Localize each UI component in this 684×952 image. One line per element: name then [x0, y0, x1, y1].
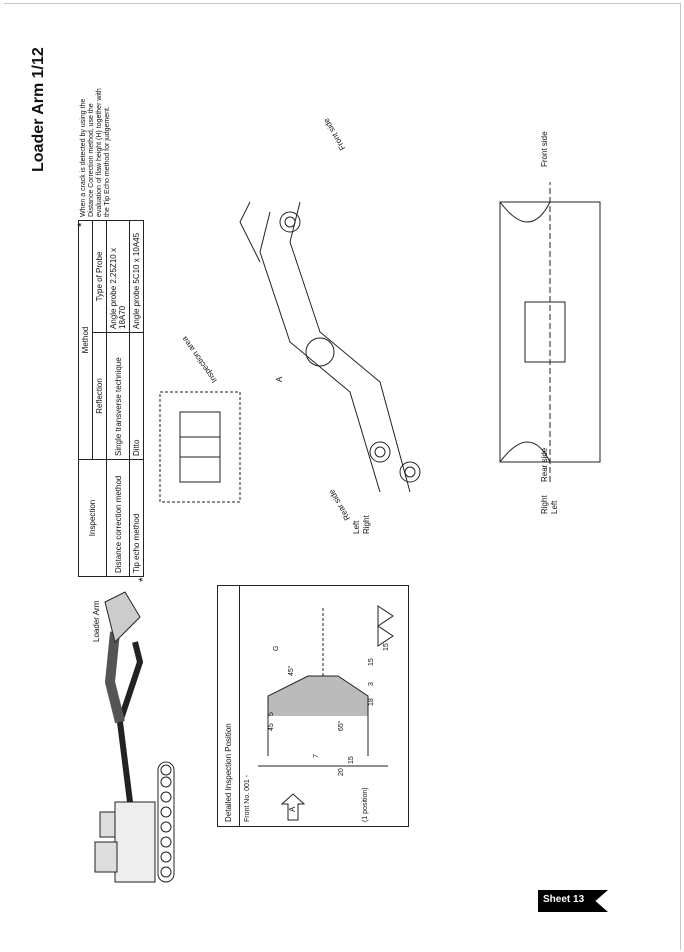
dim-15c: 15 [383, 643, 390, 651]
dim-45: 45 [268, 723, 275, 731]
dim-65deg: 65° [338, 720, 345, 731]
inspection-area-sketch [150, 372, 260, 512]
loader-arm-top-view [490, 182, 610, 482]
inspection-area-label: Inspection area [180, 334, 219, 385]
sheet-number: Sheet 13 [543, 894, 585, 905]
dim-7: 7 [313, 754, 320, 758]
method-header: Method [79, 221, 93, 460]
dim-20: 20 [338, 768, 345, 776]
row1-reflection: Single transverse technique [107, 333, 130, 460]
row1-inspection: Distance correction method [107, 460, 130, 577]
row2-probe: Angle probe 5C10 x 10A45 [130, 221, 144, 333]
front-side-top-label: Front side [321, 116, 348, 152]
position-count: (1 position) [362, 787, 369, 822]
row1-probe: Angle probe 2.25Z10 x 18A70 [107, 221, 130, 333]
rear-side-top-label: Rear side [327, 487, 352, 522]
detail-box [217, 585, 409, 827]
view-a-drawing-label: A [275, 376, 284, 382]
note-text: When a crack is detected by using the Distance Correction method, use the evaluation of flaw height (H) together with the Tip Echo method for judgement. [80, 88, 111, 217]
probe-header: Type of Probe [93, 221, 107, 333]
right-bottom-label: Right [540, 495, 549, 514]
dim-15a: 15 [348, 756, 355, 764]
loader-arm-label: Loader Arm [92, 600, 101, 642]
note-star: * [76, 222, 88, 227]
sheet-badge [538, 890, 608, 912]
dim-18: 18 [368, 698, 375, 706]
dim-g: G [273, 645, 280, 651]
detail-title: Detailed Inspection Position [218, 586, 240, 826]
reflection-header: Reflection [93, 333, 107, 460]
row2-inspection: Tip echo method [130, 460, 144, 577]
dim-15b: 15 [368, 658, 375, 666]
view-a-label: A [288, 806, 297, 812]
front-side-bottom-label: Front side [540, 131, 549, 167]
dim-5: 5 [268, 712, 275, 716]
rear-side-bottom-label: Rear side [540, 447, 549, 482]
left-top-label: Left [352, 520, 361, 534]
dim-45deg: 45° [288, 665, 295, 676]
front-number: Front No. 001 - [244, 774, 251, 822]
row-star: * [136, 577, 150, 582]
page-title: Loader Arm 1/12 [30, 47, 47, 172]
crack-note [76, 77, 112, 227]
inspection-header: Inspection [79, 460, 107, 577]
row2-reflection: Ditto [130, 333, 144, 460]
weld-detail-drawing [248, 591, 403, 786]
left-bottom-label: Left [550, 500, 559, 514]
loader-arm-side-view [230, 192, 430, 512]
method-table [78, 220, 144, 577]
dim-3: 3 [368, 682, 375, 686]
right-top-label: Right [362, 515, 371, 534]
